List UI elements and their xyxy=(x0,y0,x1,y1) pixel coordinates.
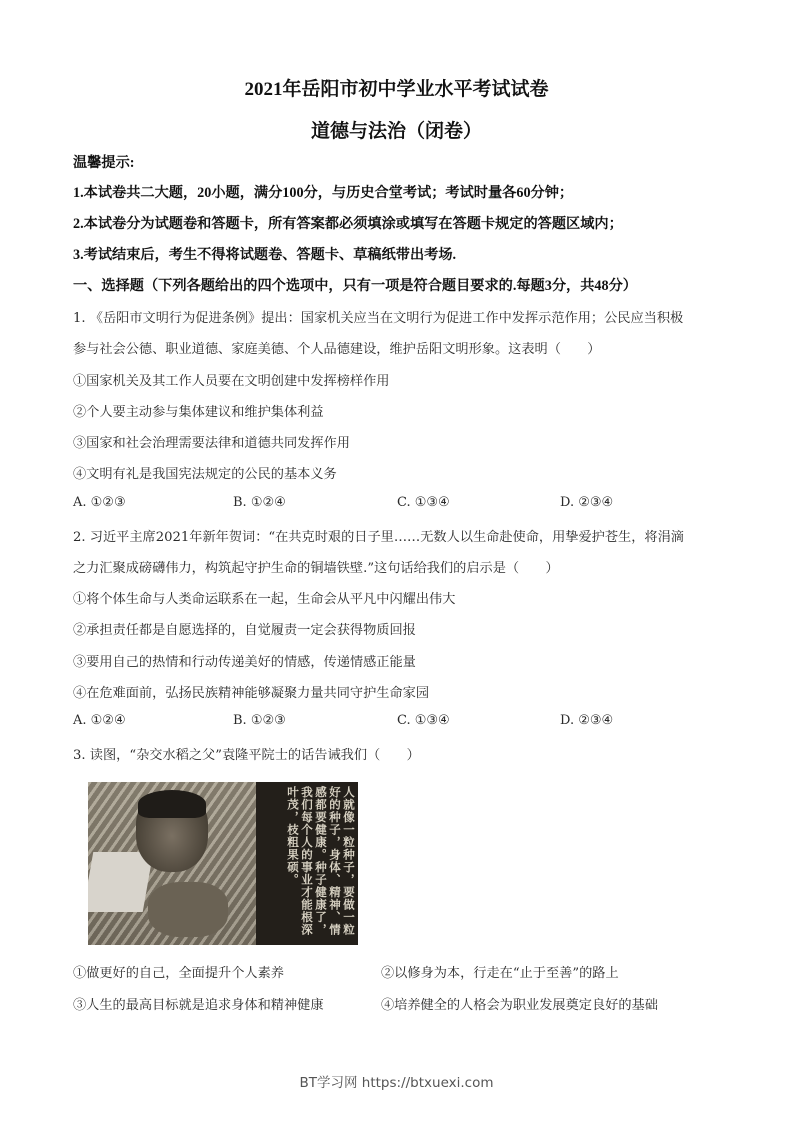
q2-statement-2: ②承担责任都是自愿选择的，自觉履责一定会获得物质回报 xyxy=(73,623,416,638)
q2-options xyxy=(73,713,733,731)
q2-option-a[interactable]: A. ①②④ xyxy=(73,713,126,728)
q3-stem-line-1: 3. 读图，“杂交水稻之父”袁隆平院士的话告诫我们（ ） xyxy=(73,748,420,763)
q1-stem-line-1: 1. 《岳阳市文明行为促进条例》提出：国家机关应当在文明行为促进工作中发挥示范作用；公民应当积极 xyxy=(73,311,684,326)
q1-statement-1: ①国家机关及其工作人员要在文明创建中发挥榜样作用 xyxy=(73,374,390,389)
q2-stem-line-2: 之力汇聚成磅礴伟力，构筑起守护生命的铜墙铁壁.”这句话给我们的启示是（ ） xyxy=(73,561,559,576)
q2-stem-line-1: 2. 习近平主席2021年新年贺词：“在共克时艰的日子里……无数人以生命赴使命，用挚爱护苍生，将涓滴 xyxy=(73,530,684,545)
q1-options xyxy=(73,495,733,513)
q2-option-c[interactable]: C. ①③④ xyxy=(397,713,450,728)
q1-option-c[interactable]: C. ①③④ xyxy=(397,495,450,510)
q1-statement-2: ②个人要主动参与集体建议和维护集体利益 xyxy=(73,405,324,420)
photo-quote-panel: 人就像一粒种子，要做一粒好的种子，身体、精神、情感都要健康。种子健康了，我们每个人的事业才能根深叶茂，枝粗果硕。 xyxy=(256,782,358,945)
q1-statement-3: ③国家和社会治理需要法律和道德共同发挥作用 xyxy=(73,436,350,451)
photo-shirt xyxy=(88,852,153,912)
q1-stem-line-2: 参与社会公德、职业道德、家庭美德、个人品德建设，维护岳阳文明形象。这表明（ ） xyxy=(73,342,601,357)
q3-statement-4: ④培养健全的人格会为职业发展奠定良好的基础 xyxy=(381,998,658,1013)
exam-title: 2021年岳阳市初中学业水平考试试卷 xyxy=(244,79,549,100)
notice-item-1: 1.本试卷共二大题，20小题，满分100分，与历史合堂考试；考试时量各60分钟； xyxy=(73,185,574,201)
photo-hands xyxy=(148,882,228,937)
footer-watermark: BT学习网 https://btxuexi.com xyxy=(299,1075,494,1091)
yuan-longping-photo xyxy=(88,782,358,945)
q3-statement-2: ②以修身为本，行走在“止于至善”的路上 xyxy=(381,966,619,981)
q3-statement-3: ③人生的最高目标就是追求身体和精神健康 xyxy=(73,998,324,1013)
q2-option-b[interactable]: B. ①②③ xyxy=(233,713,286,728)
notice-heading: 温馨提示: xyxy=(73,155,135,171)
section-heading: 一、选择题（下列各题给出的四个选项中，只有一项是符合题目要求的.每题3分，共48分） xyxy=(73,278,637,294)
q3-statement-1: ①做更好的自己，全面提升个人素养 xyxy=(73,966,284,981)
exam-subtitle: 道德与法治（闭卷） xyxy=(310,121,482,142)
notice-item-3: 3.考试结束后，考生不得将试题卷、答题卡、草稿纸带出考场. xyxy=(73,247,457,263)
q1-option-b[interactable]: B. ①②④ xyxy=(233,495,286,510)
notice-item-2: 2.本试卷分为试题卷和答题卡，所有答案都必须填涂或填写在答题卡规定的答题区域内； xyxy=(73,216,623,232)
q2-statement-1: ①将个体生命与人类命运联系在一起，生命会从平凡中闪耀出伟大 xyxy=(73,592,456,607)
q1-option-d[interactable]: D. ②③④ xyxy=(560,495,614,510)
q2-statement-3: ③要用自己的热情和行动传递美好的情感，传递情感正能量 xyxy=(73,655,416,670)
q2-option-d[interactable]: D. ②③④ xyxy=(560,713,614,728)
q1-option-a[interactable]: A. ①②③ xyxy=(73,495,126,510)
photo-hair xyxy=(138,790,206,818)
q1-statement-4: ④文明有礼是我国宪法规定的公民的基本义务 xyxy=(73,467,337,482)
q2-statement-4: ④在危难面前，弘扬民族精神能够凝聚力量共同守护生命家园 xyxy=(73,686,430,701)
